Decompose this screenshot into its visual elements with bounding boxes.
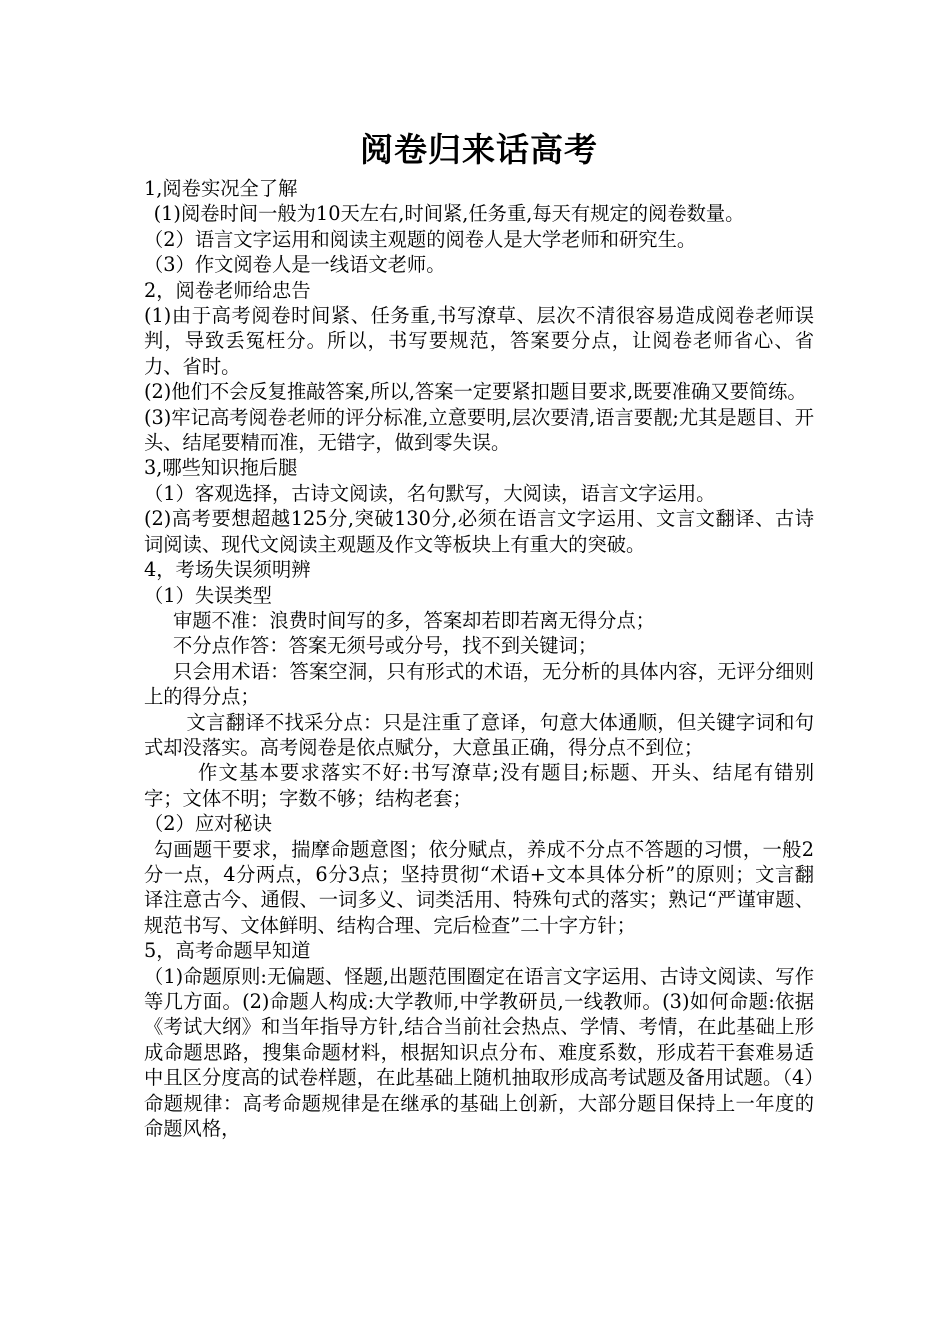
document-title: 阅卷归来话高考 (360, 130, 598, 169)
section-heading: 3,哪些知识拖后腿 (144, 456, 298, 480)
paragraph: （3）作文阅卷人是一线语文老师。 (144, 253, 446, 277)
paragraph: （1）客观选择，古诗文阅读，名句默写，大阅读，语言文字运用。 (144, 481, 716, 505)
paragraph: (2)高考要想超越125分,突破130分,必须在语言文字运用、文言文翻译、古诗词阅读、现代文阅读主观题及作文等板块上有重大的突破。 (144, 507, 814, 556)
paragraph: 只会用术语：答案空洞，只有形式的术语，无分析的具体内容，无评分细则上的得分点； (144, 659, 814, 709)
paragraph: 审题不准：浪费时间写的多，答案却若即若离无得分点； (172, 608, 655, 632)
paragraph: (3)牢记高考阅卷老师的评分标准,立意要明,层次要清,语言要靓;尤其是题目、开头、结尾要精而准，无错字，做到零失误。 (144, 405, 814, 455)
paragraph: (1)由于高考阅卷时间紧、任务重,书写潦草、层次不清很容易造成阅卷老师误判，导致丢冤枉分。所以，书写要规范，答案要分点，让阅卷老师省心、省力、省时。 (144, 304, 814, 378)
paragraph: （1)命题原则:无偏题、怪题,出题范围圈定在语言文字运用、古诗文阅读、写作等几方面。(2)命题人构成:大学教师,中学教研员,一线教师。(3)如何命题:依据《考试大纲》和当年指导方针,结合当前社会热点、学情、考情，在此基础上形成命题思路，搜集命题材料，根据知识点分布、难度系数，形成若干套难易适中且区分度高的试卷样题，在此基础上随机抽取形成高考试题及备用试题。（4）命题规律：高考命题规律是在继承的基础上创新，大部分题目保持上一年度的命题风格， (144, 964, 814, 1141)
subsection-heading: （2）应对秘诀 (144, 812, 272, 836)
section-heading: 1,阅卷实况全了解 (144, 177, 298, 200)
paragraph: 不分点作答：答案无须号或分号，找不到关键词； (172, 634, 598, 658)
section-heading: 5，高考命题早知道 (144, 939, 311, 963)
subsection-heading: （1）失误类型 (144, 583, 272, 607)
paragraph: 作文基本要求落实不好:书写潦草;没有题目;标题、开头、结尾有错别字；文体不明；字数不够；结构老套； (144, 761, 814, 810)
paragraph: 文言翻译不找采分点：只是注重了意译，句意大体通顺，但关键字词和句式却没落实。高考阅卷是依点赋分，大意虽正确，得分点不到位； (144, 710, 814, 759)
section-heading: 2，阅卷老师给忠告 (144, 278, 311, 302)
section-heading: 4，考场失误须明辨 (144, 558, 311, 582)
paragraph: 勾画题干要求，揣摩命题意图；依分赋点，养成不分点不答题的习惯，一般2分一点，4分两点，6分3点；坚持贯彻“术语+文本具体分析”的原则；文言翻译注意古今、通假、一词多义、词类活用、特殊句式的落实；熟记“严谨审题、规范书写、文体鲜明、结构合理、完后检查”二十字方针； (144, 837, 814, 937)
paragraph: (2)他们不会反复推敲答案,所以,答案一定要紧扣题目要求,既要准确又要简练。 (144, 380, 807, 404)
paragraph: (1)阅卷时间一般为10天左右,时间紧,任务重,每天有规定的阅卷数量。 (153, 202, 745, 226)
document-body (144, 176, 814, 1141)
paragraph: （2）语言文字运用和阅读主观题的阅卷人是大学老师和研究生。 (144, 227, 697, 251)
